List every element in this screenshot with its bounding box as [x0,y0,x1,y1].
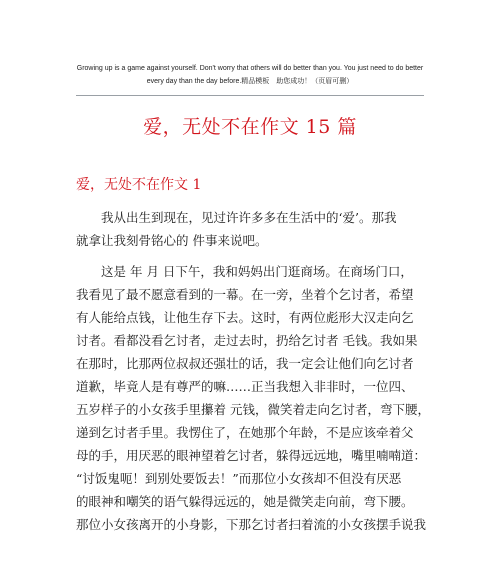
paragraph-line: 我看见了最不愿意看到的一幕。在一旁，坐着个乞讨者，希望 [76,287,414,302]
paragraph [76,260,436,536]
paragraph-line: 就拿让我刻骨铭心的 件事来说吧。 [76,233,268,248]
paragraph-line: 我从出生到现在，见过许许多多在生活中的‘爱’。那我 [76,210,397,225]
paragraph-gap [76,252,436,260]
header-line-2: every day than the day before.精品模板 助您成功！（页眉可删） [146,78,354,85]
header-line-1: Growing up is a game against yourself. Don't worry that others will do better than you. You just need to do better [76,65,424,72]
document-body [76,206,436,536]
paragraph-line: 那位小女孩离开的小身影，下那乞讨者扫着流的小女孩摆手说我 [76,517,427,532]
paragraph [76,206,436,252]
paragraph-line: 讨者。看都没看乞讨者，走过去时，扔给乞讨者 毛钱。我如果 [76,333,418,348]
paragraph-line: 五岁样子的小女孩手里攥着 元钱，微笑着走向乞讨者，弯下腰， [76,402,430,417]
paragraph-line: “讨饭鬼呃！到别处要饭去！”而那位小女孩却不但没有厌恶 [76,471,402,486]
paragraph-line: 递到乞讨者手里。我愣住了，在她那个年龄，不是应该牵着父 [76,425,414,440]
paragraph-line: 有人能给点钱，让他生存下去。这时，有两位彪形大汉走向乞 [76,310,414,325]
section-heading: 爱，无处不在作文 1 [76,177,202,193]
paragraph-line: 道歉，毕竟人是有尊严的嘛……正当我想入非非时，一位四、 [76,379,414,394]
header-divider [76,95,424,96]
paragraph-line: 在那时，比那两位叔叔还强壮的话，我一定会让他们向乞讨者 [76,356,414,371]
paragraph-line: 的眼神和嘲笑的语气躲得远远的，她是微笑走向前，弯下腰。 [76,494,414,509]
paragraph-line: 母的手，用厌恶的眼神望着乞讨者，躲得远远地，嘴里喃喃道： [76,448,427,463]
page-header [0,62,500,88]
paragraph-line: 这是 年 月 日下午，我和妈妈出门逛商场。在商场门口， [76,264,413,279]
document-title: 爱，无处不在作文 15 篇 [143,116,357,138]
